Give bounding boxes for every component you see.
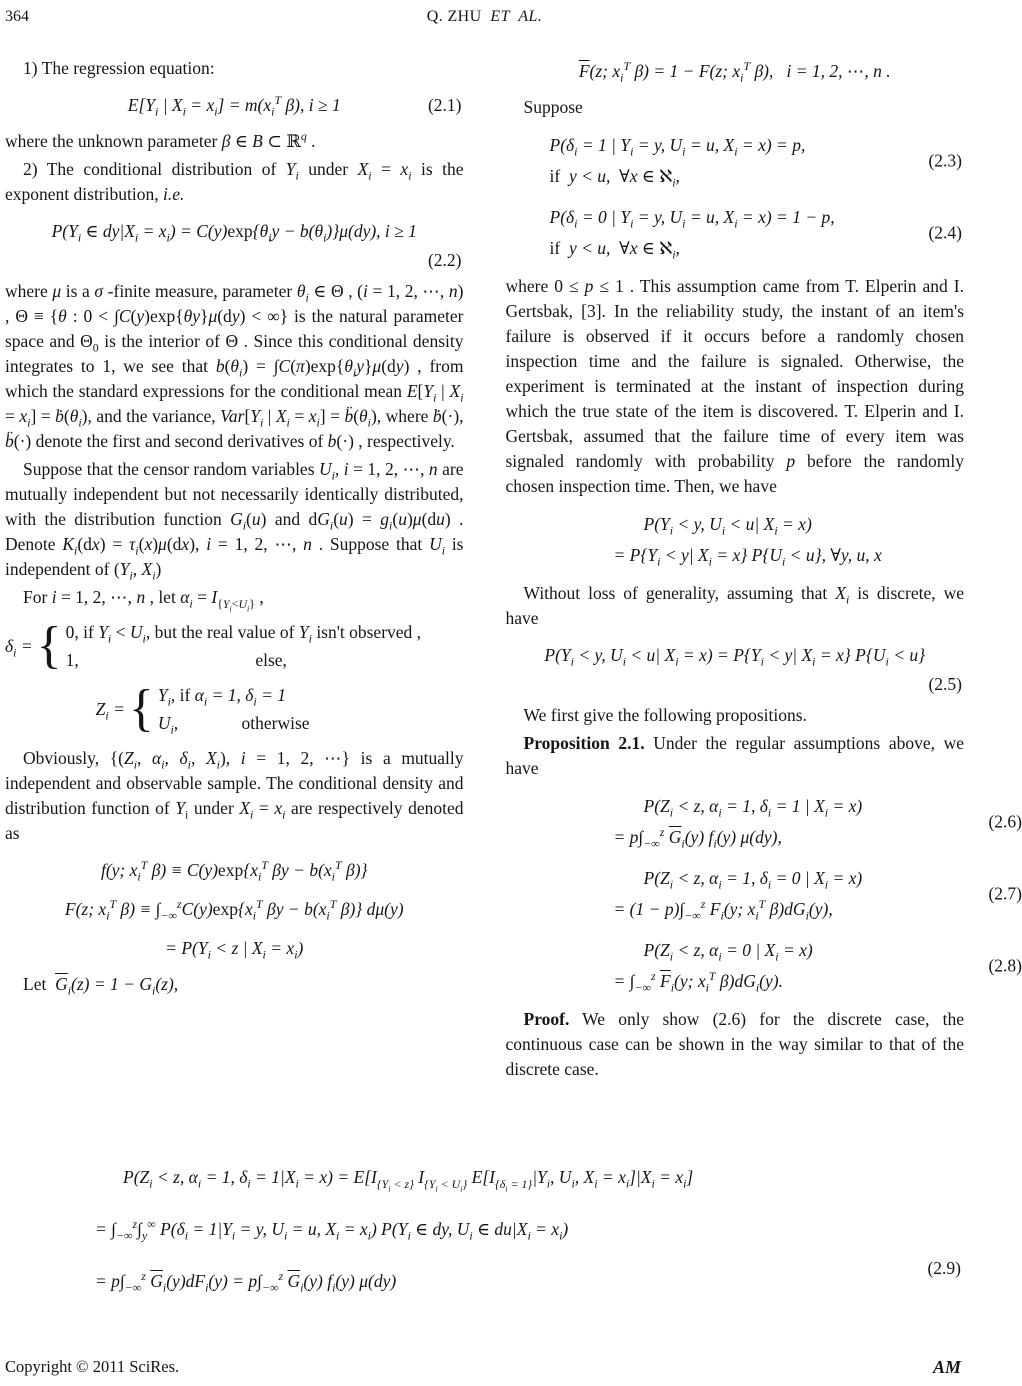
paragraph-let-survival-G: Let $\overline{G}_i(z) = 1 - G_i(z)$, [23,974,179,998]
equation-number-2-5: (2.5) [928,674,962,694]
paragraph-unknown-parameter: where the unknown parameter β ∈ B ⊂ ℝ$^q$ . [5,129,316,151]
equation-2-5 [506,640,965,670]
equation-2-7-line2: = $(1 - p)\int_{-\infty}^z$ $F_i(y$; $x_i^T$ $\beta)dG_i(y)$, [613,897,833,923]
equation-number-2-7: (2.7) [988,883,1022,904]
equation-2-1 [5,90,464,120]
paragraph-measure-parameter-space: where μ is a σ -finite measure, parameter $\theta_i$ ∈ Θ , (i = 1, 2, ⋯, n) , Θ ≡ {θ : 0 < ∫C(y)exp{θy}μ(dy) < ∞} is the natural parameter space and $\Theta_0$ is the interior of Θ . Since this conditional density integrates to 1, we see that $b(\theta_i) = \int C(\pi)\exp\{\theta_iy\}\mu(dy)$ , from which the standard expressions for the conditional mean $E[Y_i$ | $X_i = x_i$] = $ḃ(\theta_i)$, and the variance, $Var[Y_i$ | $X_i = x_i$] = $b̈(\theta_i)$, where ḃ(·), b̈(·) denote the first and second derivatives of b(·) , respectively. [5,281,464,451]
z-case-2 [158,711,373,736]
equation-2-8-line2: = $\int_{-\infty}^z$ $\overline{F}_i(y$; $x_i^T$ $\beta)dG_i(y)$. [613,969,783,995]
equation-survival-Fbar [506,56,965,86]
page-number: 364 [5,8,29,25]
equation-density-f [5,855,464,885]
journal-abbreviation: AM [932,1357,961,1377]
equation-2-4-line1: $P(\delta_i = 0$ | $Y_i = y$, $U_i = u$, $X_i = x) = 1 - p$, [549,207,835,231]
delta-case-2-condition: else, [255,650,287,670]
equation-survival-Fbar-body: $\overline{F}(z$; $x_i^T$ β) = 1 − F(z; $x_i^T$ β), i = 1, 2, ⋯, n . [578,59,891,85]
equation-2-3-line1: $P(\delta_i = 1$ | $Y_i = y$, $U_i = u$, $X_i = x) = p$, [549,135,806,159]
equation-2-3-line2: if y < u, ∀x ∈ ℵ$_i$, [549,166,680,190]
equation-number-2-3: (2.3) [928,150,962,171]
equation-2-6-line2: = $p\int_{-\infty}^z$ $\overline{G}_i(y)$ $f_i(y)$ μ(dy), [613,825,782,851]
paragraph-proposition-2-1: Proposition 2.1. Under the regular assumptions above, we have [505,733,964,778]
page-footer [5,1357,961,1378]
equation-joint-line2: = $P\{Y_i < y|$ $X_i = x$} $P\{U_i < u\}$, ∀y, u, x [613,545,882,569]
z-case-2-condition: otherwise [241,713,310,733]
paragraph-without-loss-generality: Without loss of generality, assuming that $X_i$ is discrete, we have [505,583,964,628]
z-case-definition [95,680,373,738]
equation-2-5-body: $P(Y_i < y$, $U_i < u|$ $X_i = x) = P\{Y_i < y|$ $X_i = x$} $P\{U_i < u\}$ [544,645,926,669]
two-column-body [5,56,1022,1082]
z-case-1: $Y_i$, if $\alpha_i = 1$, $\delta_i = 1$ [157,685,287,709]
z-lhs: $Z_i$ = [95,699,125,723]
equation-2-7-line1: $P(Z_i < z$, $\alpha_i = 1$, $\delta_i = 0$ | $X_i = x$) [643,868,863,892]
left-column [5,56,464,1082]
equation-distribution-F [5,894,464,924]
equation-number-2-6: (2.6) [988,811,1022,832]
equation-number-2-9: (2.9) [927,1258,961,1278]
equation-2-6 [570,791,1022,853]
equation-2-3 [506,130,965,192]
equation-2-6-line1: $P(Z_i < z$, $\alpha_i = 1$, $\delta_i = 1$ | $X_i = x$) [643,796,863,820]
equation-2-9-line3: = $p\int_{-\infty}^z$ $\overline{G}_i(y)dF_i(y) = p\int_{-\infty}^z$ $\overline{G}_i(y)$ $f_i(y)$ μ(dy) [95,1269,397,1295]
paragraph-elperin-gertsbak: where 0 ≤ p ≤ 1 . This assumption came from T. Elperin and I. Gertsbak, [3]. In the reliability study, the instant of an item's failure is observed if it occurs before a randomly chosen inspection time and the failure is signaled. Otherwise, the experiment is terminated at the instant of inspection during which the true state of the item is discovered. T. Elperin and I. Gertsbak, assumed that the failure time of every item was signaled randomly with probability p before the randomly chosen inspection time. Then, we have [505,276,965,496]
delta-lhs: $\delta_i$ = [5,636,33,660]
equation-2-2 [5,216,464,246]
paragraph-proof: Proof. We only show (2.6) for the discrete case, the continuous case can be shown in the way similar to that of the discrete case. [505,1009,964,1079]
paragraph-censor-variables: Suppose that the censor random variables $U_i$, i = 1, 2, ⋯, n are mutually independent but not necessarily identically distributed, with the distribution function $G_i(u)$ and $dG_i(u) = g_i(u)\mu(du)$ . Denote $K_i(dx) = \tau_i(x)\mu(dx)$, i = 1, 2, ⋯, n . Suppose that $U_i$ is independent of ($Y_i$, $X_i$) [5,459,464,583]
paragraph-suppose: Suppose [523,97,583,117]
z-case-2-value: $U_i$, [157,713,179,737]
left-brace: { [128,680,154,738]
equation-number-2-1: (2.1) [427,95,462,115]
right-column [505,56,1022,1082]
delta-case-definition [5,617,464,675]
paragraph-regression-equation: 1) The regression equation: [23,58,215,78]
paragraph-conditional-distribution: 2) The conditional distribution of $Y_i$ under $X_i = x_i$ is the exponent distribution, i.e. [5,159,464,204]
paragraph-for-let-alpha: For i = 1, 2, ⋯, n , let $\alpha_i = I_{\{Y_i<U_i\}}$ , [23,587,264,613]
equation-number-2-2: (2.2) [427,250,462,270]
paragraph-first-propositions: We first give the following propositions. [523,705,807,725]
equation-2-9-line2: = $\int_{-\infty}^z\int_y^\infty$ $P(\delta_i = 1|Y_i = y$, $U_i = u$, $X_i = x_i$) $P(Y_i$ ∈ dy, $U_i$ ∈ $du|X_i = x_i$) [95,1217,569,1243]
delta-case-1: 0, if $Y_i < U_i$, but the real value of $Y_i$ isn't observed , [65,622,422,646]
equation-number-2-4: (2.4) [928,222,962,243]
equation-joint-probability [570,509,965,571]
equation-distribution-F-probability [5,933,464,963]
equation-density-f-body: f(y; $x_i^T$ $\beta) \equiv C(y)\exp\{x_i^T$ $\beta y - b(x_i^T$ β)} [100,858,368,884]
equation-2-9 [0,1162,969,1318]
equation-distribution-F-probability-body: = $P(Y_i < z$ | $X_i = x_i$) [165,938,304,962]
equation-2-9-line1: $P(Z_i < z$, $\alpha_i = 1$, $\delta_i = 1|X_i = x) = E[I_{\{Y_i < z\}}$ $I_{\{Y_i < U_i\}}$ $E[I_{\{\delta_i = 1\}}|Y_i$, $U_i$, $X_i = x_i]|X_i = x_i$] [123,1167,694,1193]
equation-2-2-body: $P(Y_i$ ∈ $dy|X_i = x_i) = C(y)\exp\{\theta_iy - b(\theta_i)\}\mu(dy)$, i ≥ 1 [51,221,417,245]
paragraph-obviously-sample: Obviously, {($Z_i$, $\alpha_i$, $\delta_i$, $X_i$), i = 1, 2, ⋯} is a mutually independent and observable sample. The conditional density and distribution function of $Y_i$ under $X_i = x_i$ are respectively denoted as [5,748,464,843]
page-header [5,8,964,32]
equation-2-7 [570,863,1022,925]
equation-2-1-body: $E[Y_i$ | $X_i = x_i] = m(x_i^T$ β), i ≥ 1 [127,93,341,119]
equation-distribution-F-body: F(z; $x_i^T$ $\beta) \equiv \int_{-\infty}^zC(y)\exp\{x_i^T$ $\beta y - b(x_i^T$ β)} dμ(y) [64,897,404,923]
equation-2-8-line1: $P(Z_i < z$, $\alpha_i = 0$ | $X_i = x$) [643,940,813,964]
running-head: Q. ZHU ET AL. [426,8,543,25]
delta-case-2 [66,648,464,673]
delta-case-2-value: 1, [65,650,79,670]
equation-joint-line1: $P(Y_i < y$, $U_i < u|$ $X_i = x$) [643,514,812,538]
equation-number-2-8: (2.8) [988,955,1022,976]
left-brace: { [36,617,62,675]
equation-2-8 [570,935,1022,997]
equation-2-4-line2: if y < u, ∀x ∈ ℵ$_i$, [549,238,680,262]
footer-copyright: Copyright © 2011 SciRes. [5,1357,180,1376]
equation-2-4 [506,202,965,264]
